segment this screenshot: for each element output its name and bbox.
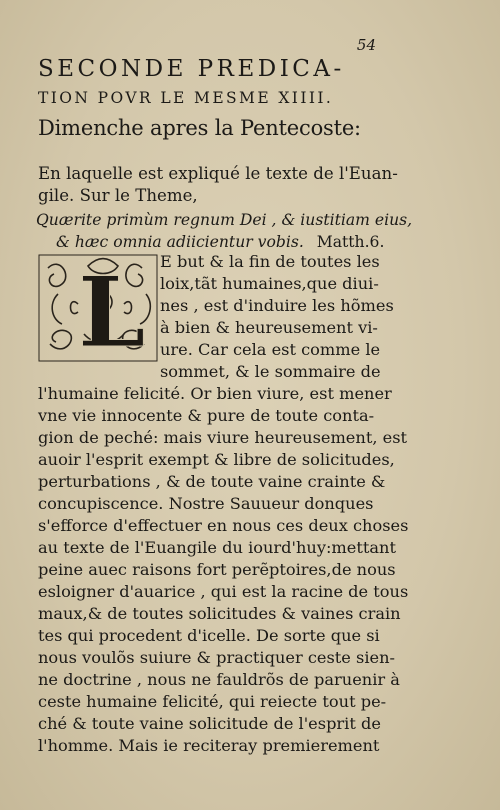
ornament-icon [38, 254, 158, 362]
body-line: nes , est d'induire les hõmes [160, 296, 394, 315]
body-line: nous voulõs suiure & practiquer ceste sien- [38, 648, 395, 667]
body-line: ne doctrine , nous ne fauldrõs de paruenir à [38, 670, 400, 689]
intro-line-1: En laquelle est expliqué le texte de l'Euan- [38, 164, 398, 183]
body-line: ure. Car cela est comme le [160, 340, 381, 359]
body-line: maux,& de toutes solicitudes & vaines crain [38, 604, 401, 623]
body-line: vne vie innocente & pure de toute conta- [38, 406, 375, 425]
scripture-reference: Matth.6. [316, 233, 385, 251]
latin-theme-line-2 [56, 232, 384, 252]
body-line: peine auec raisons fort perẽptoires,de nous [38, 560, 396, 579]
body-line: loix,tãt humaines,que diui- [160, 274, 379, 293]
body-line: sommet, & le sommaire de [160, 362, 381, 381]
latin-theme-text: & hæc omnia adiicientur vobis. [56, 233, 304, 251]
chapter-heading-line-3: Dimenche apres la Pentecoste: [38, 116, 361, 140]
body-line: s'efforce d'effectuer en nous ces deux choses [38, 516, 409, 535]
intro-line-2: gile. Sur le Theme, [38, 186, 198, 205]
chapter-heading-line-1: SECONDE PREDICA- [38, 56, 345, 82]
page-number: 54 [356, 36, 376, 54]
body-line: gion de peché: mais viure heureusement, est [38, 428, 408, 447]
decorated-initial [38, 254, 158, 362]
body-line: perturbations , & de toute vaine crainte & [38, 472, 386, 491]
chapter-heading-line-2: TION POVR LE MESME XIIII. [38, 89, 334, 107]
latin-theme-line-1: Quærite primùm regnum Dei , & iustitiam eius, [36, 211, 413, 229]
body-line: à bien & heureusement vi- [160, 318, 378, 337]
body-line: ceste humaine felicité, qui reiecte tout pe- [38, 692, 387, 711]
body-line: esloigner d'auarice , qui est la racine de tous [38, 582, 409, 601]
body-line: E but & la fin de toutes les [160, 252, 380, 271]
body-line: auoir l'esprit exempt & libre de solicitudes, [38, 450, 395, 469]
body-line: l'humaine felicité. Or bien viure, est mener [38, 384, 392, 403]
initial-letter: L [78, 256, 146, 362]
body-line: concupiscence. Nostre Sauueur donques [38, 494, 374, 513]
body-line: au texte de l'Euangile du iourd'huy:mettant [38, 538, 396, 557]
body-line: l'homme. Mais ie reciteray premierement [38, 736, 380, 755]
body-line: ché & toute vaine solicitude de l'esprit de [38, 714, 381, 733]
body-line: tes qui procedent d'icelle. De sorte que si [38, 626, 380, 645]
